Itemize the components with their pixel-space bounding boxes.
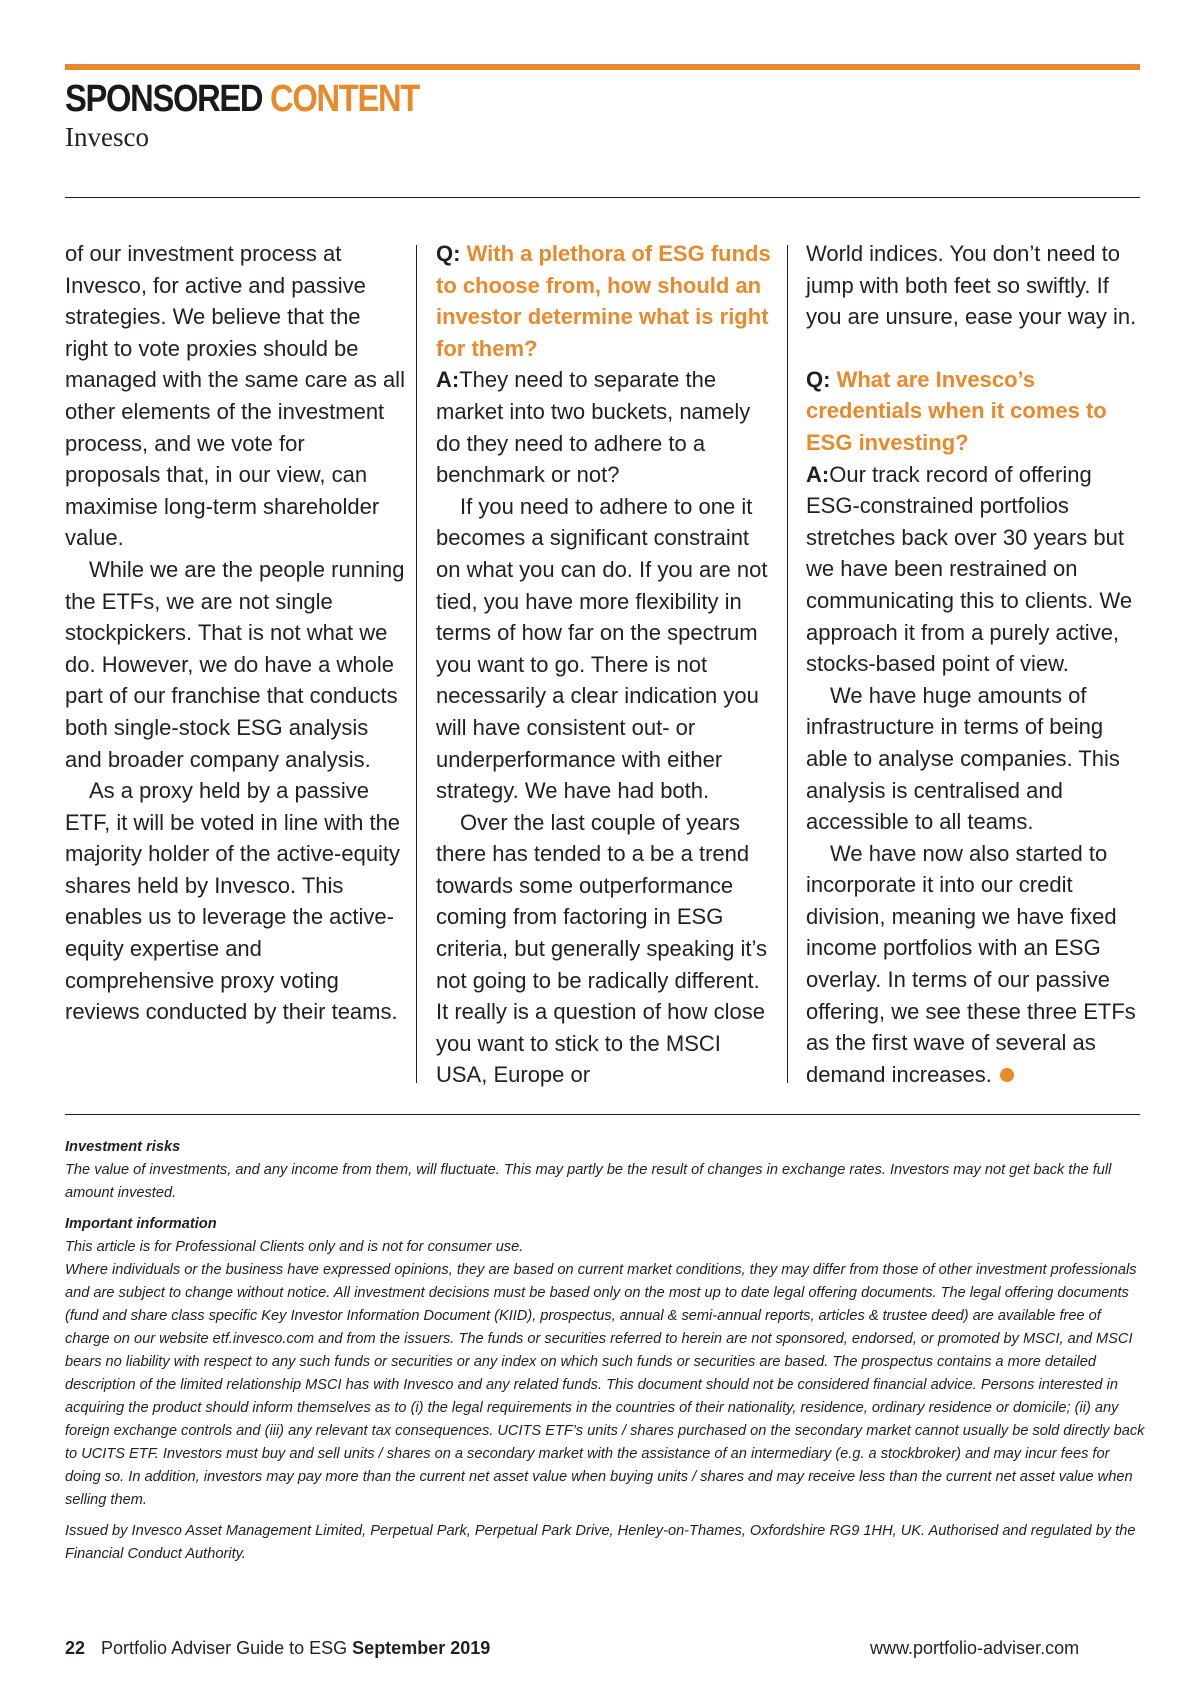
- header-divider: [65, 197, 1140, 198]
- brand-word-content: CONTENT: [270, 78, 419, 120]
- issuer-statement: Issued by Invesco Asset Management Limited, Perpetual Park, Perpetual Park Drive, Henley-on-Thames, Oxfordshire RG9 1HH, UK. Authorised and regulated by the Financial Conduct Authority.: [65, 1523, 1136, 1562]
- risks-title: Investment risks: [65, 1139, 181, 1155]
- info-title: Important information: [65, 1216, 217, 1232]
- page-footer: [65, 1638, 490, 1659]
- info-body: Where individuals or the business have expressed opinions, they are based on current market conditions, they may differ from those of other investment professionals and are subject to change without notice. All investment decisions must be based only on the most up to date legal offering documents. The legal offering documents (fund and share class specific Key Investor Information Document (KIID), prospectus, annual & semi-annual reports, articles & trustee deed) are available free of charge on our website etf.invesco.com and from the issuers. The funds or securities referred to herein are not sponsored, endorsed, or promoted by MSCI, and MSCI bears no liability with respect to any such funds or securities or any index on which such funds or securities are based. The prospectus contains a more detailed description of the limited relationship MSCI has with Invesco and any related funds. This document should not be considered financial advice. Persons interested in acquiring the product should inform themselves as to (i) the legal requirements in the countries of their nationality, residence, ordinary residence or domicile; (ii) any foreign exchange controls and (iii) any relevant tax consequences. UCITS ETF’s units / shares purchased on the secondary market cannot usually be sold directly back to UCITS ETF. Investors must buy and sell units / shares on a secondary market with the assistance of an intermediary (e.g. a stockbroker) and may incur fees for doing so. In addition, investors may pay more than the current net asset value when buying units / shares and may receive less than the current net asset value when selling them.: [65, 1262, 1145, 1508]
- footer-divider: [65, 1114, 1140, 1115]
- disclaimer: [65, 1136, 1145, 1566]
- question-label: Q:: [436, 241, 461, 266]
- paragraph: World indices. You don’t need to jump with both feet so swiftly. If you are unsure, ease your way in.: [806, 241, 1137, 330]
- info-line: This article is for Professional Clients only and is not for consumer use.: [65, 1239, 524, 1255]
- article-column-2: [436, 238, 776, 1091]
- edition-date: September 2019: [352, 1638, 491, 1658]
- question-heading: [436, 238, 776, 364]
- brand-word-sponsored: SPONSORED: [65, 78, 263, 120]
- answer-text: Our track record of offering ESG-constrained portfolios stretches back over 30 years but we have been restrained on communicating this to clients. We approach it from a purely active, stocks-based point of view.: [806, 461, 1133, 677]
- paragraph: [806, 838, 1146, 1091]
- top-accent-rule: [65, 64, 1140, 70]
- answer-label: A:: [806, 461, 830, 487]
- question-heading: [806, 364, 1146, 459]
- article-column-1: [65, 238, 405, 1028]
- risks-text: The value of investments, and any income from them, will fluctuate. This may partly be the result of changes in exchange rates. Investors may not get back the full amount invested.: [65, 1162, 1112, 1201]
- question-text: What are Invesco’s credentials when it comes to ESG investing?: [806, 366, 1107, 455]
- sponsor-name: Invesco: [65, 122, 149, 152]
- paragraph: While we are the people running the ETFs, we are not single stockpickers. That is not what we do. However, we do have a whole part of our franchise that conducts both single-stock ESG analysis and broader company analysis.: [65, 556, 405, 772]
- paragraph: Over the last couple of years there has tended to a be a trend towards some outperformance coming from factoring in ESG criteria, but generally speaking it’s not going to be radically different. It really is a question of how close you want to stick to the MSCI USA, Europe or: [436, 809, 767, 1088]
- paragraph: If you need to adhere to one it becomes a significant constraint on what you can do. If you are not tied, you have more flexibility in terms of how far on the spectrum you want to go. There is not necessarily a clear indication you will have consistent out- or underperformance with either strategy. We have had both.: [436, 493, 768, 804]
- answer-text: They need to separate the market into two buckets, namely do they need to adhere to a benchmark or not?: [436, 367, 751, 488]
- column-divider: [787, 245, 788, 1083]
- end-mark-icon: [1000, 1068, 1014, 1082]
- paragraph: of our investment process at Invesco, for active and passive strategies. We believe that the right to vote proxies should be managed with the same care as all other elements of the investment process, and we vote for proposals that, in our view, can maximise long-term shareholder value.: [65, 241, 405, 551]
- paragraph-text: We have now also started to incorporate it into our credit division, meaning we have fixed income portfolios with an ESG overlay. In terms of our passive offering, we see these three ETFs as the first wave of several as demand increases.: [806, 840, 1136, 1087]
- answer-paragraph: [436, 364, 776, 490]
- website-url: www.portfolio-adviser.com: [870, 1638, 1080, 1658]
- article-column-3: [806, 238, 1146, 1090]
- answer-paragraph: [806, 459, 1146, 680]
- paragraph: We have huge amounts of infrastructure in terms of being able to analyse companies. This analysis is centralised and accessible to all teams.: [806, 682, 1120, 835]
- sponsored-content-label: [65, 78, 419, 121]
- paragraph: As a proxy held by a passive ETF, it will be voted in line with the majority holder of the active-equity shares held by Invesco. This enables us to leverage the active-equity expertise and comprehensive proxy voting reviews conducted by their teams.: [65, 778, 401, 1025]
- question-label: Q:: [806, 366, 831, 392]
- publication-name: Portfolio Adviser Guide to ESG: [101, 1638, 348, 1658]
- answer-label: A:: [436, 367, 460, 393]
- question-text: With a plethora of ESG funds to choose from, how should an investor determine what is right for them?: [436, 241, 771, 361]
- column-divider: [416, 245, 417, 1083]
- page-number: 22: [65, 1638, 86, 1658]
